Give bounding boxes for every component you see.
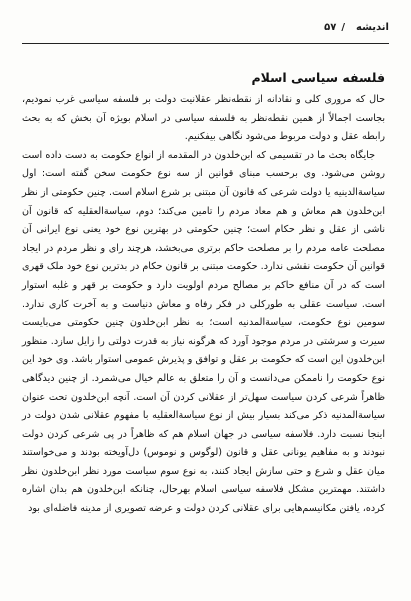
section-heading: فلسفه سیاسی اسلام (251, 70, 385, 85)
running-header (22, 18, 389, 36)
page-number: ۵۷ (324, 21, 337, 33)
paragraph-1: حال که مروری کلی و نقادانه از نقطه‌نظر عقلانیت دولت بر فلسفه سیاسی غرب نمودیم، بجاست اجمالاً از همین نقطه‌نظر به فلسفه سیاسی در اسلام بویژه آن بخش که به بحث رابطه عقل و دولت مربوط می‌شود نگاهی بیفکنیم. (22, 94, 385, 143)
body-text (22, 91, 385, 519)
journal-title: اندیشه (356, 21, 389, 33)
paragraph-2: جایگاه بحث ما در تقسیمی که ابن‌خلدون در المقدمه از انواع حکومت به دست داده است روشن می‌شود. وی برحسب مبنای قوانین از سه نوع حکومت سخن گفته است: اول سیاسة‌الدینیه یا دولت شرعی که قانون آن مبتنی بر شرع اسلام است. چنین حکومتی از نظر ابن‌خلدون هم معاش و هم معاد مردم را تامین می‌کند؛ دوم، سیاسة‌العقلیه که قانون آن ناشی از عقل و نظر حکام است؛ چنین حکومتی در بهترین نوع خود یعنی نوع ایرانی آن مصلحت عامه مردم را بر مصلحت حاکم برتری می‌بخشد، هرچند رای و نظر مردم در ایجاد قوانین آن حکومت نقشی ندارد. حکومت مبتنی بر قانون حکام در بدترین نوع خود ملک قهری است که در آن منافع حاکم بر مصالح مردم اولویت دارد و حکومت بر قهر و غلبه استوار است. سیاست عقلی به طورکلی در فکر رفاه و معاش دنیاست و به آخرت کاری ندارد. سومین نوع حکومت، سیاسة‌المدنیه است؛ به نظر ابن‌خلدون چنین حکومتی می‌بایست سیرت و سرشتی در مردم موجود آورد که هرگونه نیاز به قدرت دولتی را زایل سازد. منظور ابن‌خلدون این است که حکومت بر عقل و توافق و پذیرش عمومی استوار باشد. وی خود این نوع حکومت را ناممکن می‌دانست و آن را متعلق به عالم خیال می‌شمرد. از چنین دیدگاهی ظاهراً شرعی کردن سیاست سهل‌تر از عقلانی کردن آن است. آنچه ابن‌خلدون تحت عنوان سیاسة‌المدنیه ذکر می‌کند بسیار بیش از نوع سیاسة‌العقلیه با مفهوم عقلانی شدن دولت در اینجا نسبت دارد. فلاسفه سیاسی در جهان اسلام هم که ظاهراً در پی شرعی کردن دولت نبودند و به مفاهیم یونانی عقل و قانون (لوگوس و نوموس) دل‌آویخته بودند و می‌خواستند میان عقل و شرع و حتی سازش ایجاد کنند، به نوع سوم سیاست مورد نظر ابن‌خلدون نظر داشتند. مهمترین مشکل فلاسفه سیاسی اسلام بهرحال، چنانکه ابن‌خلدون هم بدان اشاره کرده، یافتن مکانیسم‌هایی برای عقلانی کردن دولت و عرضه تصویری از مدینه فاضله‌ای بود (22, 149, 385, 515)
header-rule (22, 43, 389, 44)
header-separator: / (341, 21, 346, 33)
